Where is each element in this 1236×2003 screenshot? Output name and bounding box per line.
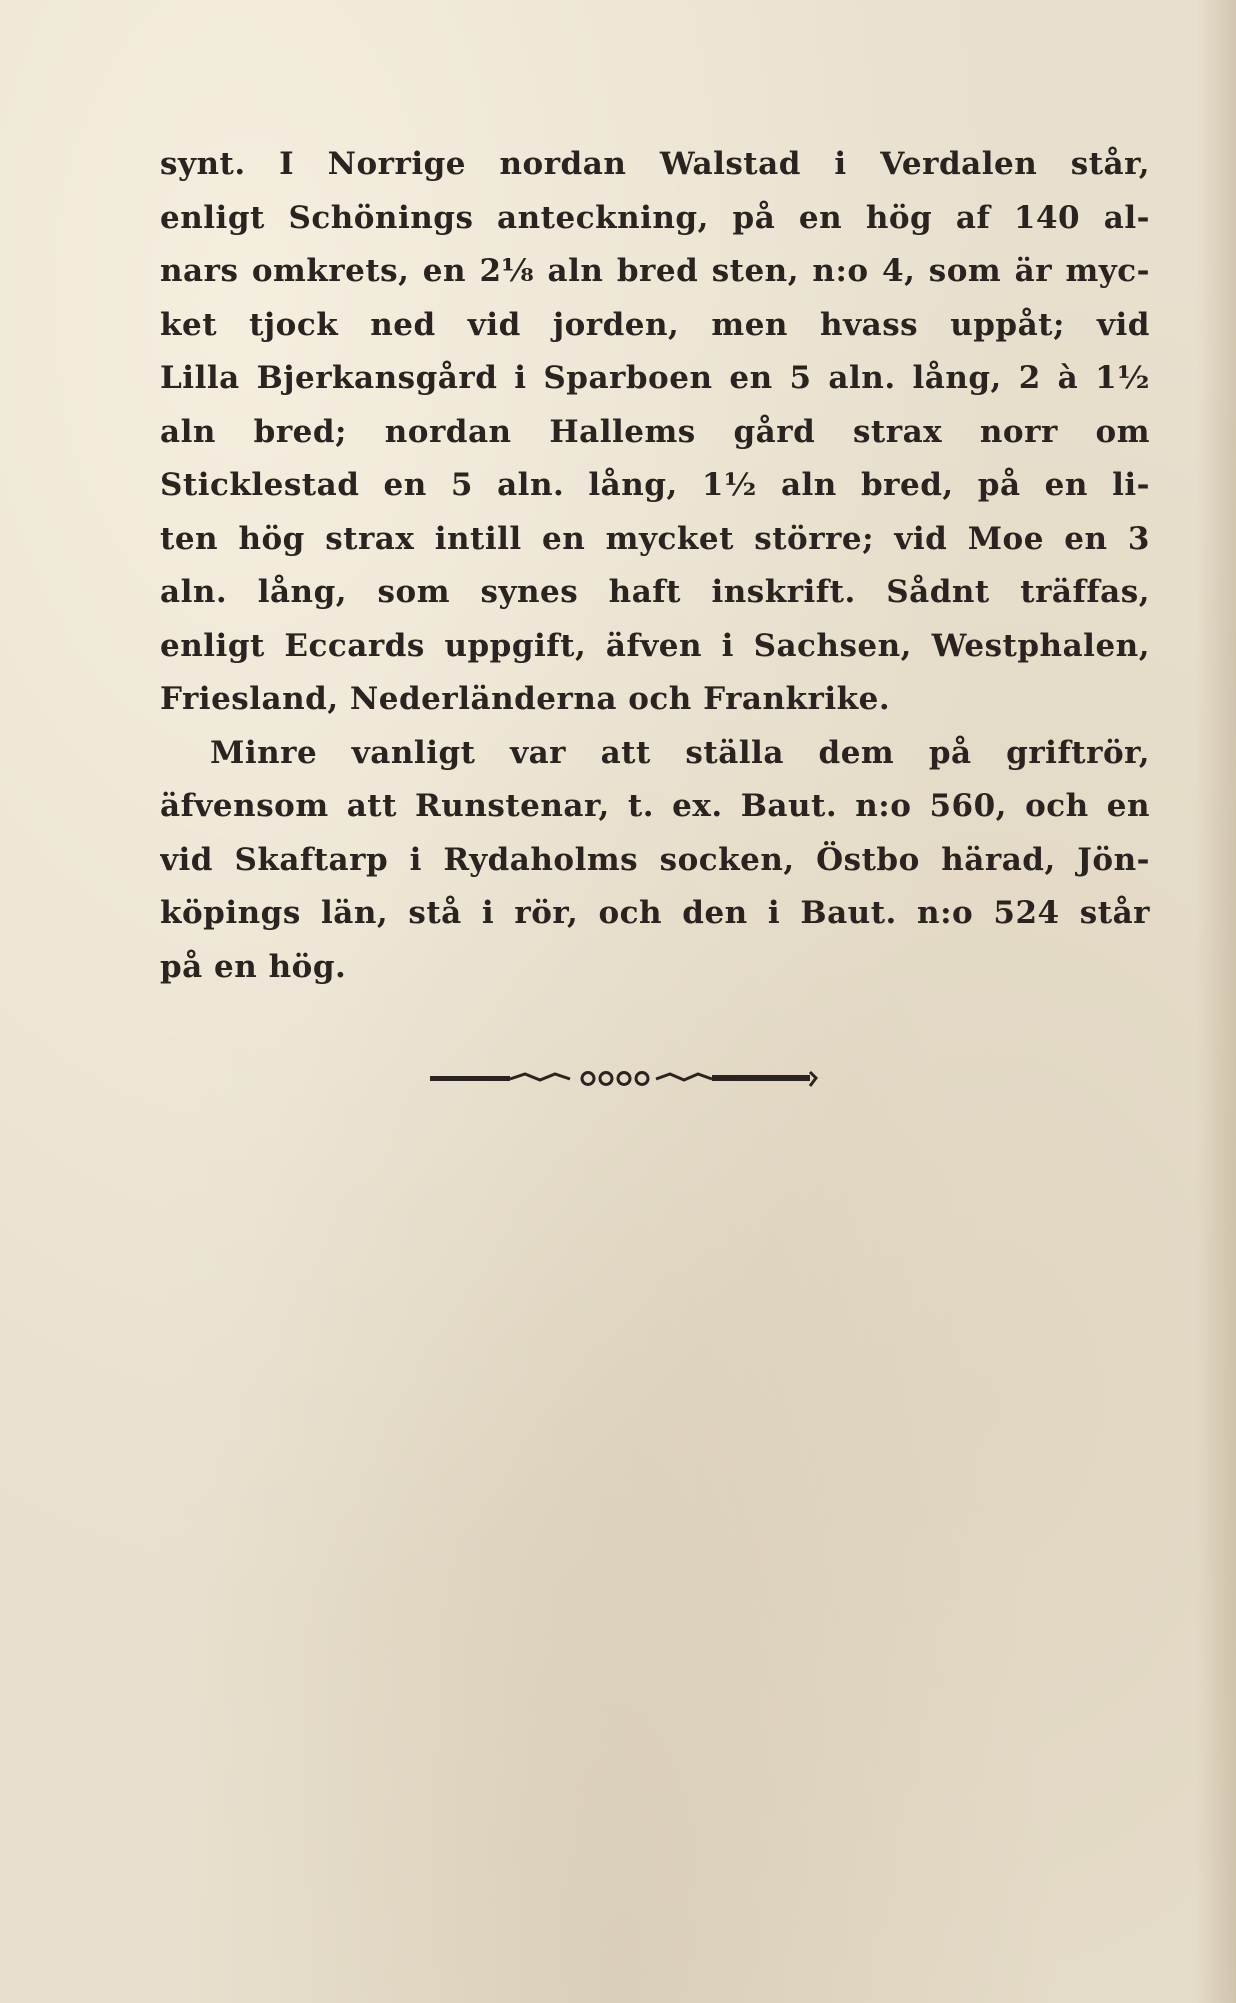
text-line-11: Friesland, Nederländerna och Frankrike. bbox=[160, 681, 891, 717]
text-line-12: Minre vanligt var att ställa dem på griftrör, bbox=[210, 734, 1150, 771]
text-line-1: synt. I Norrige nordan Walstad i Verdalen står, bbox=[160, 146, 1150, 182]
text-line-14: vid Skaftarp i Rydaholms socken, Östbo härad, Jön- bbox=[160, 841, 1150, 878]
text-line-2: enligt Schönings anteckning, på en hög af 140 al- bbox=[160, 199, 1150, 236]
ornament-divider bbox=[430, 1066, 818, 1090]
text-line-4: ket tjock ned vid jorden, men hvass uppåt; vid bbox=[160, 306, 1150, 343]
text-line-10: enligt Eccards uppgift, äfven i Sachsen, Westphalen, bbox=[160, 627, 1150, 664]
text-line-3: nars omkrets, en 2⅛ aln bred sten, n:o 4, som är myc- bbox=[160, 253, 1150, 289]
text-line-16: på en hög. bbox=[160, 948, 347, 985]
text-line-7: Sticklestad en 5 aln. lång, 1½ aln bred, på en li- bbox=[160, 467, 1150, 503]
text-line-6: aln bred; nordan Hallems gård strax norr om bbox=[160, 413, 1150, 450]
body-text bbox=[160, 138, 1150, 994]
page-edge-shadow bbox=[1196, 0, 1236, 2003]
text-line-8: ten hög strax intill en mycket större; vid Moe en 3 bbox=[160, 520, 1150, 557]
text-line-15: köpings län, stå i rör, och den i Baut. n:o 524 står bbox=[160, 895, 1150, 931]
text-line-13: äfvensom att Runstenar, t. ex. Baut. n:o 560, och en bbox=[160, 788, 1150, 824]
text-line-5: Lilla Bjerkansgård i Sparboen en 5 aln. lång, 2 à 1½ bbox=[160, 360, 1150, 396]
text-line-9: aln. lång, som synes haft inskrift. Sådnt träffas, bbox=[160, 574, 1150, 610]
